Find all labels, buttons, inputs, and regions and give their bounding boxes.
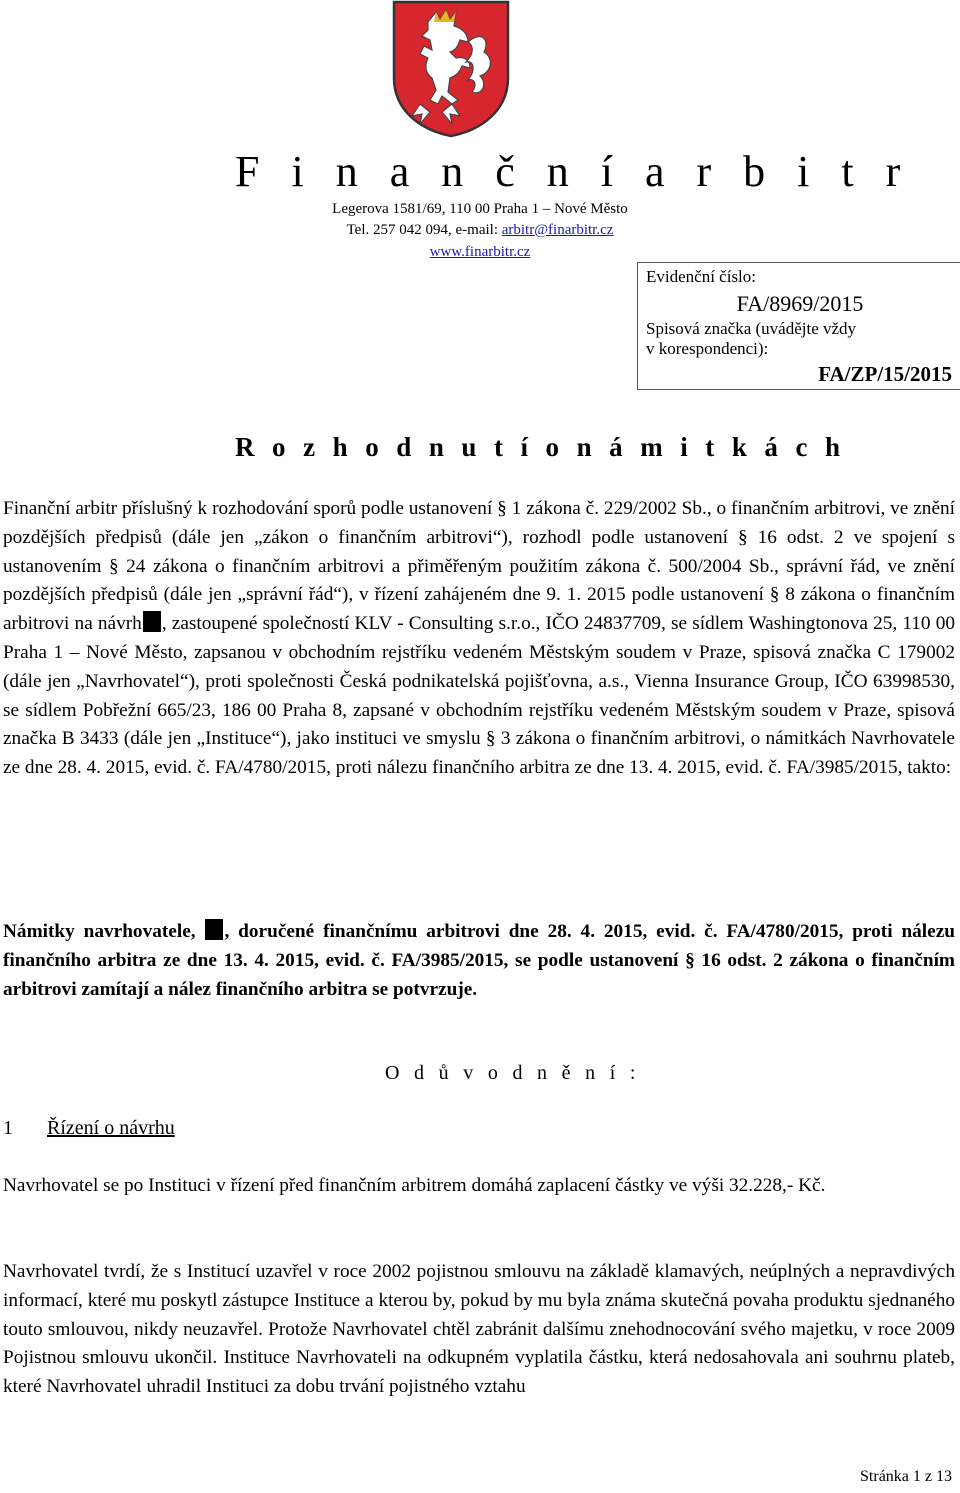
website-link[interactable]: www.finarbitr.cz: [429, 244, 531, 260]
reg-number-value: FA/8969/2015: [736, 291, 864, 316]
intro-paragraph: [3, 495, 955, 783]
reasoning-title: O d ů v o d n ě n í :: [385, 1062, 641, 1084]
section-title: Řízení o návrhu: [47, 1117, 175, 1139]
page-number: Stránka 1 z 13: [860, 1468, 952, 1485]
verdict-text-2: , doručené finančnímu arbitrovi dne 28. 4. 2015, evid. č. FA/4780/2015, proti nálezu finančního arbitra ze dne 13. 4. 2015, evid. č. FA/3985/2015, se podle ustanovení § 16 odst. 2 zákona o finančním arbitrovi zamítají a nález finančního arbitra se potvrzuje.: [3, 921, 956, 1000]
redaction-block: [205, 919, 223, 940]
page-title: F i n a n č n í a r b i t r: [235, 147, 911, 196]
file-mark-label-2: v korespondenci):: [646, 339, 769, 358]
verdict-paragraph: [3, 918, 955, 1004]
body-paragraph-2: Navrhovatel tvrdí, že s Institucí uzavřel v roce 2002 pojistnou smlouvu na základě klamavých, neúplných a nepravdivých informací, které mu poskytl zástupce Instituce a kterou by, pokud by mu byla známa skutečná povaha produktu sjednaného touto smlouvou, nikdy neuzavřel. Protože Navrhovatel chtěl zabránit dalšímu znehodnocování svého majetku, v roce 2009 Pojistnou smlouvu ukončil. Instituce Navrhovateli na odkupném vyplatila částku, která nedosahovala ani souhrnu plateb, které Navrhovatel uhradil Instituci za dobu trvání pojistného vztahu: [3, 1261, 955, 1398]
verdict-text-1: Námitky navrhovatele,: [3, 921, 196, 942]
intro-text-2: , zastoupené společností KLV - Consulting s.r.o., IČO 24837709, se sídlem Washingtonova 25, 110 00 Praha 1 – Nové Město, zapsanou v obchodním rejstříku vedeném Městským soudem v Praze, spisová značka C 179002 (dále jen „Navrhovatel“), proti společnosti Česká podnikatelská pojišťovna, a.s., Vienna Insurance Group, IČO 63998530, se sídlem Pobřežní 665/23, 186 00 Praha 8, zapsané v obchodním rejstříku vedeném Městským soudem v Praze, spisová značka B 3433 (dále jen „Instituce“), jako instituci ve smyslu § 3 zákona o finančním arbitrovi, o námitkách Navrhovatele ze dne 28. 4. 2015, evid. č. FA/4780/2015, proti nálezu finančního arbitra ze dne 13. 4. 2015, evid. č. FA/3985/2015, takto:: [3, 613, 956, 779]
body-paragraph-1: Navrhovatel se po Instituci v řízení před finančním arbitrem domáhá zaplacení částky ve výši 32.228,- Kč.: [3, 1175, 826, 1196]
coat-of-arms-emblem: [390, 0, 512, 138]
section-number: 1: [3, 1117, 13, 1139]
contact-prefix: Tel. 257 042 094, e-mail:: [346, 222, 502, 238]
email-link[interactable]: arbitr@finarbitr.cz: [501, 222, 614, 238]
section-heading: [3, 1117, 175, 1140]
address-line: Legerova 1581/69, 110 00 Praha 1 – Nové Město: [332, 201, 628, 217]
website-line: [230, 243, 730, 261]
reg-number-label: Evidenční číslo:: [646, 267, 757, 286]
evidence-box: [637, 262, 960, 390]
file-mark-value: FA/ZP/15/2015: [818, 362, 952, 386]
contact-line: [230, 221, 730, 239]
decision-title: R o z h o d n u t í o n á m i t k á c h: [235, 432, 846, 462]
intro-text-1: Finanční arbitr příslušný k rozhodování sporů podle ustanovení § 1 zákona č. 229/2002 Sb., o finančním arbitrovi, ve znění pozdějších předpisů (dále jen „zákon o finančním arbitrovi“), rozhodl podle ustanovení § 16 odst. 2 ve spojení s ustanovením § 24 zákona o finančním arbitrovi a přiměřeným použitím zákona č. 500/2004 Sb., správní řád, ve znění pozdějších předpisů (dále jen „správní řád“), v řízení zahájeném dne 9. 1. 2015 podle ustanovení § 8 zákona o finančním arbitrovi na návrh: [3, 498, 955, 635]
redaction-block: [143, 611, 161, 632]
file-mark-label-1: Spisová značka (uvádějte vždy: [646, 319, 857, 338]
